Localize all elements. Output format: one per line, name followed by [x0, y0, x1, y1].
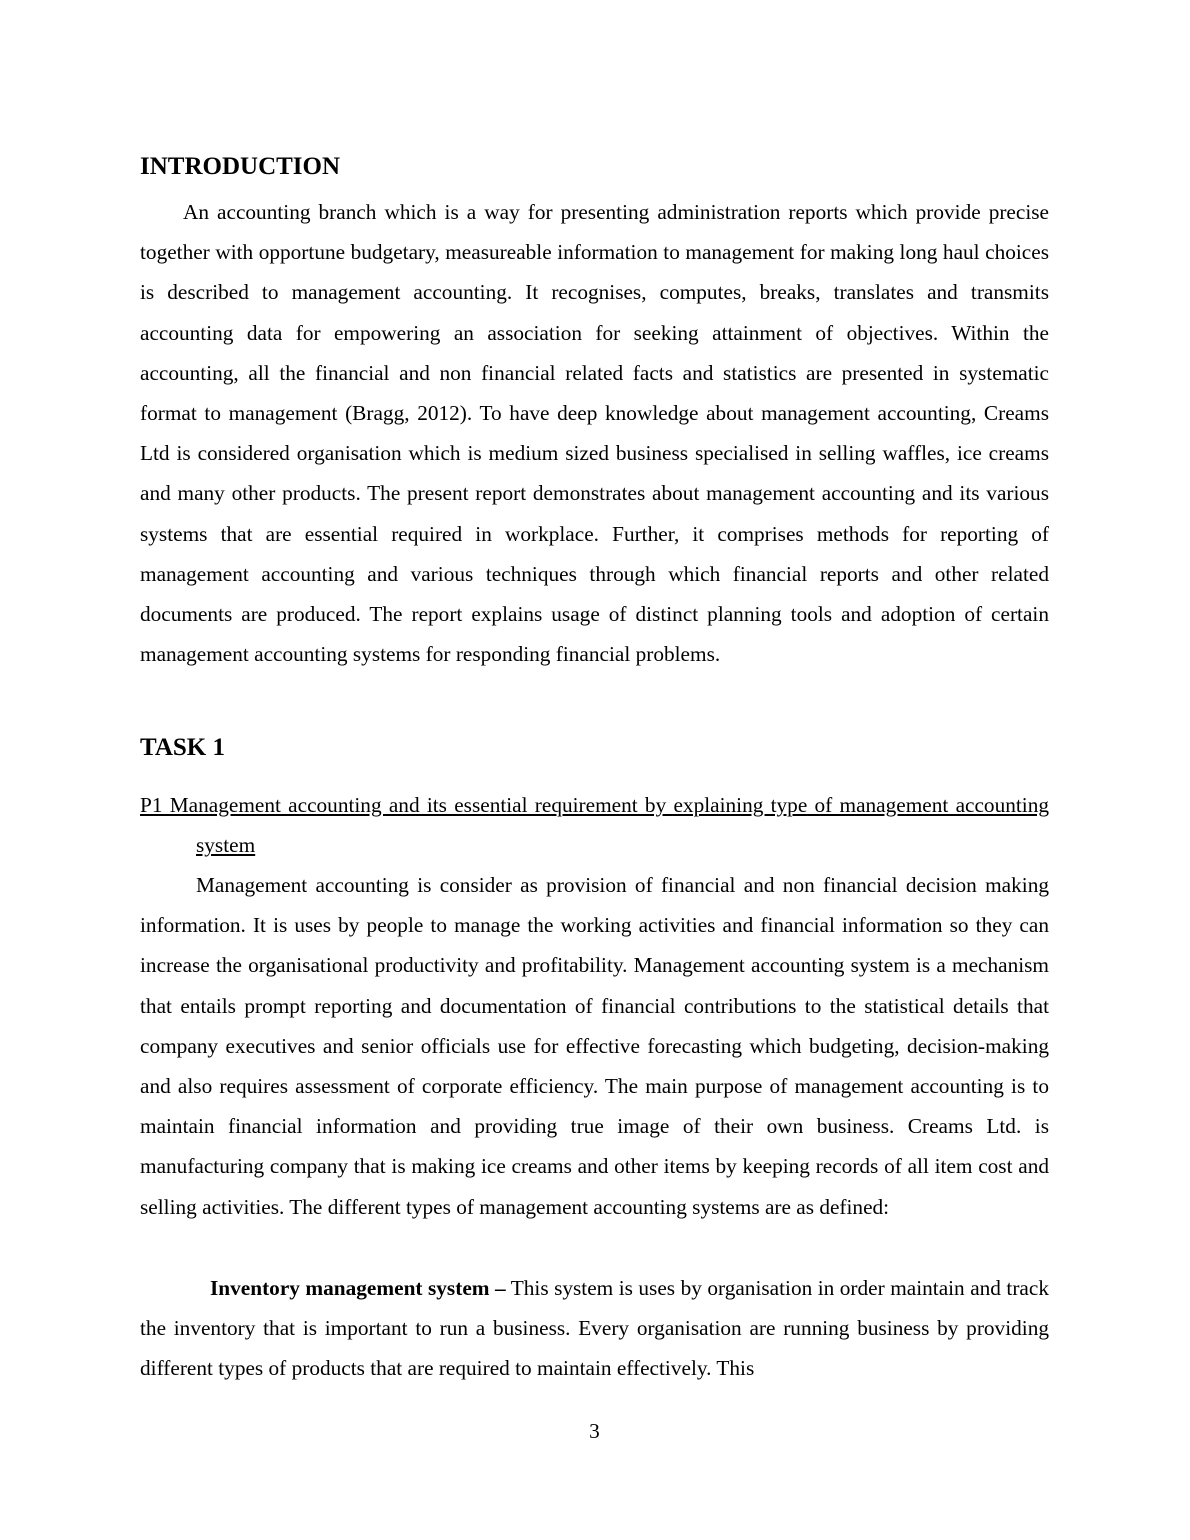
introduction-paragraph: An accounting branch which is a way for presenting administration reports which provide precise together with opportune budgetary, measureable information to management for making long haul choices is described to management accounting. It recognises, computes, breaks, translates and transmits accounting data for empowering an association for seeking attainment of objectives. Within the accounting, all the financial and non financial related facts and statistics are presented in systematic format to management (Bragg, 2012). To have deep knowledge about management accounting, Creams Ltd is considered organisation which is medium sized business specialised in selling waffles, ice creams and many other products. The present report demonstrates about management accounting and its various systems that are essential required in workplace. Further, it comprises methods for reporting of management accounting and various techniques through which financial reports and other related documents are produced. The report explains usage of distinct planning tools and adoption of certain management accounting systems for responding financial problems.	[140, 200, 1049, 667]
inventory-paragraph	[140, 1268, 1049, 1389]
inventory-text: This system is uses by organisation in order maintain and track the inventory that is important to run a business. Every organisation are running business by providing different types of products that are required to maintain effectively. This	[140, 1276, 1049, 1381]
inventory-term: Inventory management system –	[210, 1276, 506, 1300]
p1-subheading: P1 Management accounting and its essential requirement by explaining type of management accounting system	[140, 793, 1049, 858]
p1-paragraph: Management accounting is consider as provision of financial and non financial decision making information. It is uses by people to manage the working activities and financial information so they can increase the organisational productivity and profitability. Management accounting system is a mechanism that entails prompt reporting and documentation of financial contributions to the statistical details that company executives and senior officials use for effective forecasting which budgeting, decision-making and also requires assessment of corporate efficiency. The main purpose of management accounting is to maintain financial information and providing true image of their own business. Creams Ltd. is manufacturing company that is making ice creams and other items by keeping records of all item cost and selling activities. The different types of management accounting systems are as defined:	[140, 873, 1049, 1219]
page-number: 3	[589, 1419, 600, 1443]
introduction-heading: INTRODUCTION	[140, 153, 341, 180]
task1-heading: TASK 1	[140, 734, 225, 761]
